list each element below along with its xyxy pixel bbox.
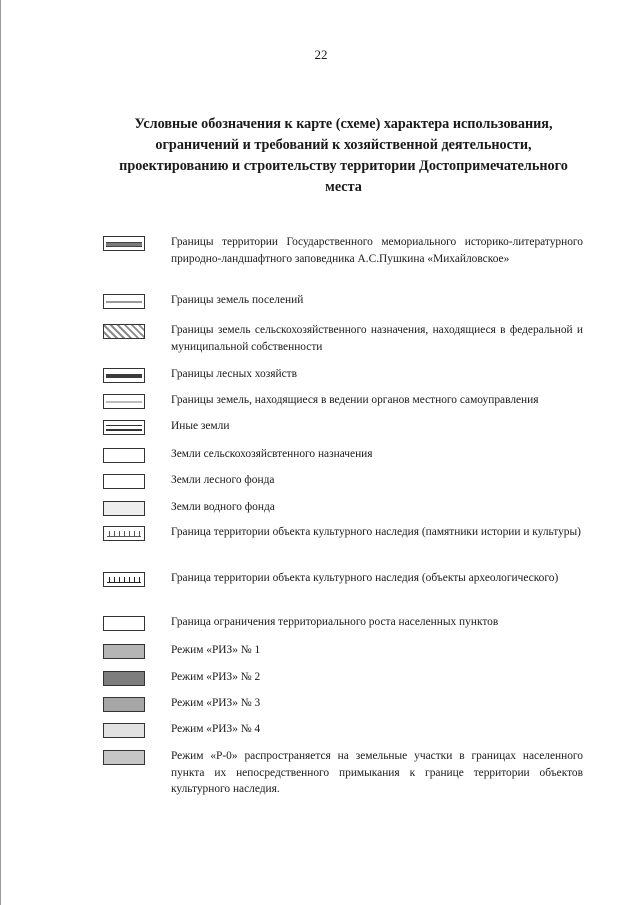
page-number: 22 xyxy=(314,47,328,62)
legend-item-label: Граница территории объекта культурного наследия (памятники истории и культуры) xyxy=(171,526,581,538)
legend-title: Условные обозначения к карте (схеме) характера использования, ограничений и требований к хозяйственной деятельности, проектированию и строительству территории Достопримечательного места xyxy=(119,116,568,195)
legend-item-label: Границы земель, находящиеся в ведении органов местного самоуправления xyxy=(171,394,539,406)
plain-box-symbol xyxy=(103,616,145,631)
hatched-symbol xyxy=(103,324,145,339)
legend-item-label: Граница территории объекта культурного наследия (объекты археологического) xyxy=(171,572,559,584)
zone-fill-symbol xyxy=(103,723,145,738)
zone-fill-symbol xyxy=(103,644,145,659)
water-fund-symbol xyxy=(103,501,145,516)
legend-item-label: Граница ограничения территориального роста населенных пунктов xyxy=(171,616,499,628)
legend-item-label: Земли сельскохозяйсвтенного назначения xyxy=(171,448,373,460)
municipal-boundary-symbol xyxy=(103,394,145,409)
zone-fill-symbol xyxy=(103,697,145,712)
reserve-boundary-symbol xyxy=(103,236,145,251)
legend-item-label: Границы земель сельскохозяйственного назначения, находящиеся в федеральной и муниципальной собственности xyxy=(171,324,583,353)
legend-item-label: Границы земель поселений xyxy=(171,294,304,306)
plain-box-symbol xyxy=(103,448,145,463)
legend-item-label: Границы территории Государственного мемориального историко-литературного природно-ландшафтного заповедника А.С.Пушкина «Михайловское» xyxy=(171,236,583,265)
zone-fill-symbol xyxy=(103,750,145,765)
archaeology-boundary-symbol xyxy=(103,572,145,587)
plain-box-symbol xyxy=(103,474,145,489)
forestry-boundary-symbol xyxy=(103,368,145,383)
settlement-boundary-symbol xyxy=(103,294,145,309)
legend-item-label: Режим «РИЗ» № 2 xyxy=(171,671,261,683)
legend-item-label: Земли водного фонда xyxy=(171,501,275,513)
legend-item-label: Иные земли xyxy=(171,420,230,432)
legend-item-label: Режим «РИЗ» № 4 xyxy=(171,723,261,735)
legend-item-label: Земли лесного фонда xyxy=(171,474,275,486)
legend-item-label: Границы лесных хозяйств xyxy=(171,368,297,380)
other-lands-symbol xyxy=(103,420,145,435)
legend-item-label: Режим «Р-0» распространяется на земельные участки в границах населенного пункта их непосредственного примыкания к границе территории объектов культурного наследия. xyxy=(171,750,583,795)
legend-item-label: Режим «РИЗ» № 1 xyxy=(171,644,261,656)
heritage-boundary-symbol xyxy=(103,526,145,541)
legend-item-label: Режим «РИЗ» № 3 xyxy=(171,697,261,709)
zone-fill-symbol xyxy=(103,671,145,686)
